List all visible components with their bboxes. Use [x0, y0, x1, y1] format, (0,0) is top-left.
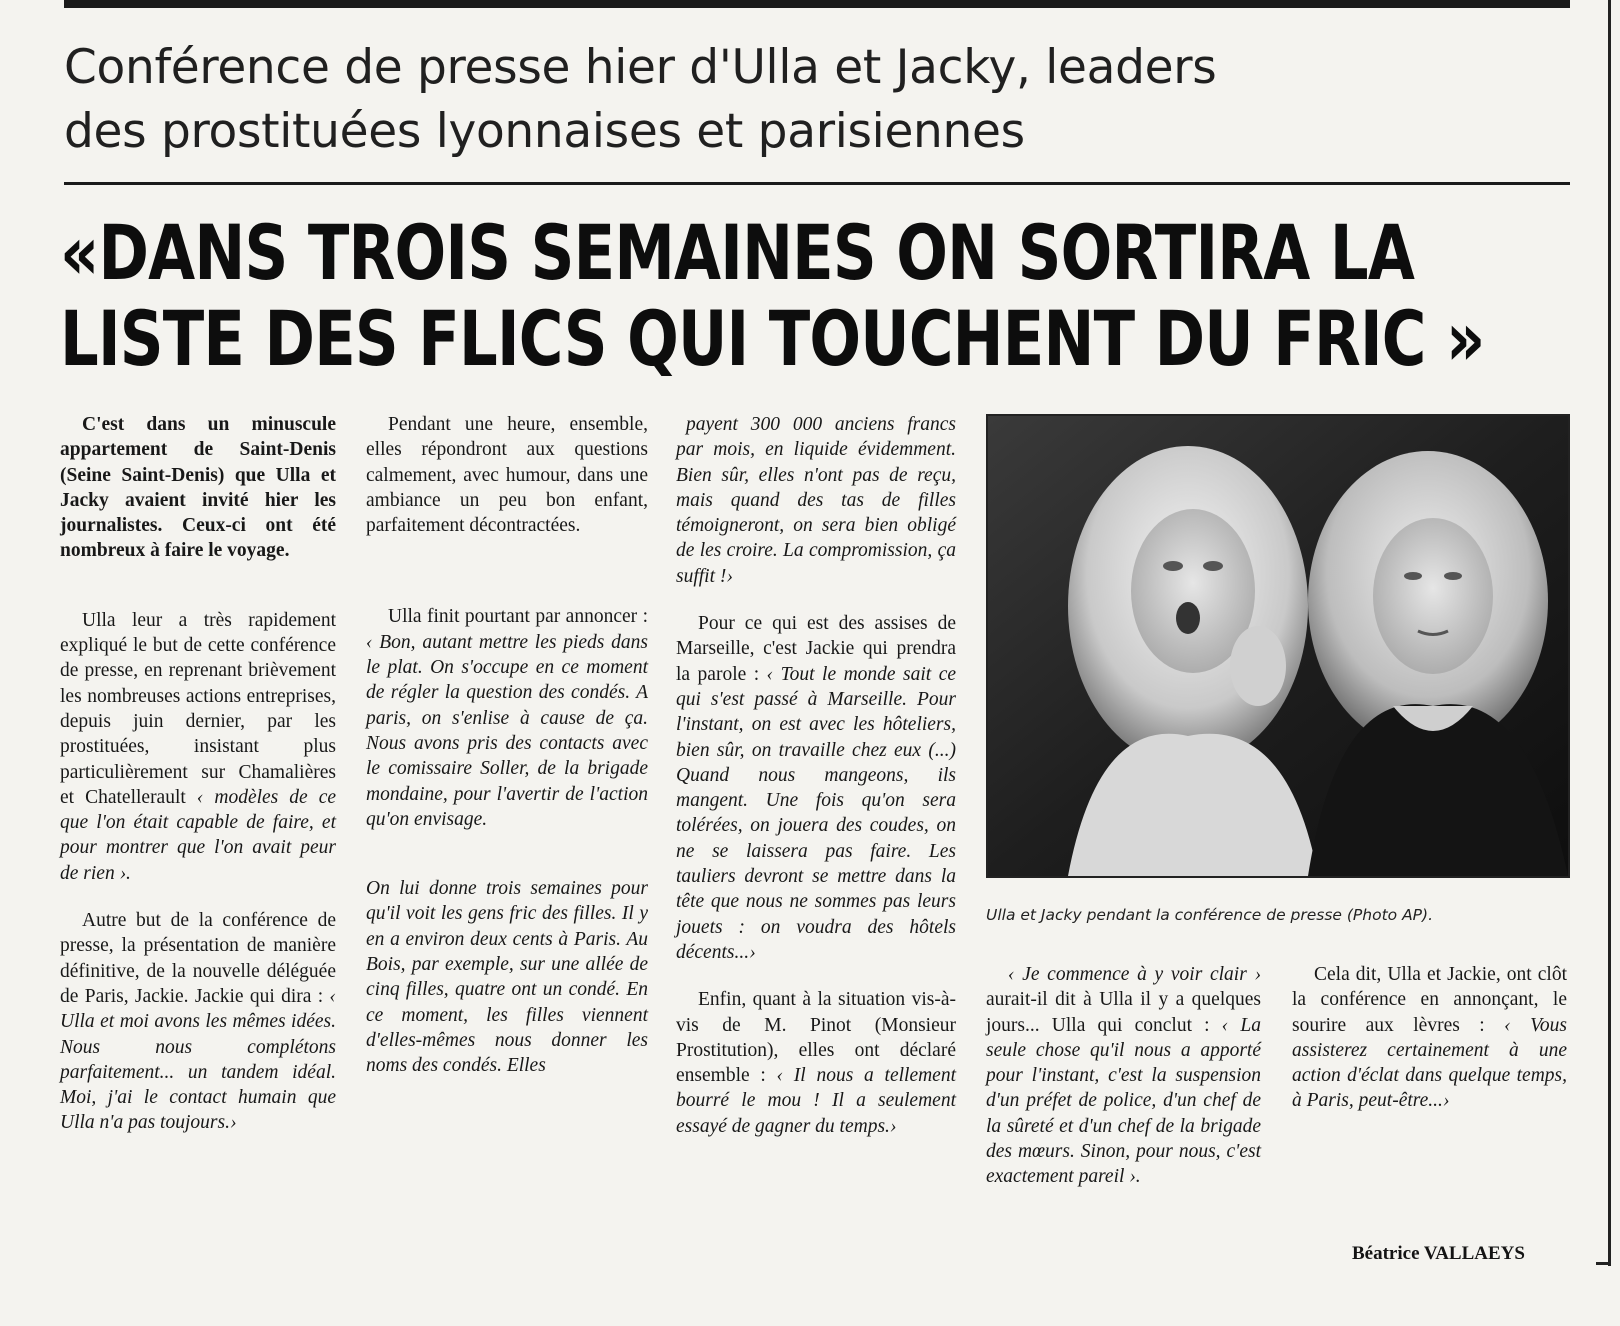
col3-paragraph-3	[676, 987, 956, 1139]
col2-p2-quote: ‹ Bon, autant mettre les pieds dans le plat. On s'occupe en ce moment de régler la question des condés. A paris, on s'enlise à cause de ça. Nous avons pris des contacts avec le comissaire Soller, de la brigade mondaine, pour l'avertir de l'action qu'on envisage.	[366, 631, 648, 830]
kicker-line-2: des prostituées lyonnaises et parisiennes	[64, 104, 1025, 159]
right-rule-foot	[1596, 1262, 1611, 1265]
column-1	[60, 412, 336, 1136]
column-4	[986, 962, 1261, 1190]
column-3	[676, 412, 956, 1139]
col5-p1-text: Cela dit, Ulla et Jackie, ont clôt la conférence en annonçant, le sourire aux lèvres :	[1292, 964, 1567, 1036]
lead-paragraph: C'est dans un minuscule appartement de Saint-Denis (Seine Saint-Denis) que Ulla et Jacky avaient invité hier les journalistes. Ceux-ci ont été nombreux à faire le voyage.	[60, 414, 336, 562]
kicker	[64, 36, 1484, 164]
col5-p1-quote: ‹ Vous assisterez certainement à une action d'éclat dans quelque temps, à Paris, peut-être...›	[1292, 1014, 1567, 1112]
col3-p2-quote: ‹ Tout le monde sait ce qui s'est passé à Marseille. Pour l'instant, on est avec les hôteliers, bien sûr, on travaille chez eux (...) Quand nous mangeons, ils mangent. Une fois qu'on sera tolérées, on jouera des coudes, on ne se laissera pas faire. Les tauliers devront se mettre dans la tête que nous ne sommes pas leurs jouets : on voudra des hôtels décents...›	[676, 663, 957, 963]
col1-p2-text: Autre but de la conférence de presse, la présentation de manière définitive, de la nouvelle déléguée de Paris, Jackie. Jackie qui dira :	[60, 910, 336, 1007]
col1-p1-quote: ‹ modèles de ce que l'on était capable de faire, et pour montrer que l'on avait peur de rien ›.	[60, 786, 337, 884]
col3-p3-quote: ‹ Il nous a tellement bourré le mou ! Il a seulement essayé de gagner du temps.›	[676, 1065, 957, 1137]
column-2	[366, 412, 648, 1079]
column-5	[1292, 962, 1567, 1114]
col2-p2-text: Ulla finit pourtant par annoncer :	[388, 606, 648, 628]
col1-p2-quote: ‹ Ulla et moi avons les mêmes idées. Nous nous complétons parfaitement... un tandem idéal. Moi, j'ai le contact humain que Ulla n'a pas toujours.›	[60, 985, 337, 1134]
col2-paragraph-3: On lui donne trois semaines pour qu'il voit les gens fric des filles. Il y en a environ deux cents à Paris. Au Bois, par exemple, sur une allée de cinq filles, quatre ont un condé. En ce moment, les filles viennent d'elles-mêmes nous donner les noms des condés. Elles	[366, 878, 648, 1077]
right-rule	[1608, 0, 1611, 1266]
top-rule	[64, 0, 1570, 8]
photo-illustration	[988, 416, 1568, 876]
col5-paragraph-1	[1292, 962, 1567, 1114]
headline-rule	[64, 182, 1570, 185]
photo-caption: Ulla et Jacky pendant la conférence de presse (Photo AP).	[986, 906, 1434, 924]
col3-p2-text: Pour ce qui est des assises de Marseille, c'est Jackie qui prendra la parole :	[676, 613, 956, 685]
col2-paragraph-2	[366, 604, 648, 832]
col3-p3-text: Enfin, quant à la situation vis-à-vis de M. Pinot (Monsieur Prostitution), elles ont déclaré ensemble :	[676, 989, 956, 1087]
col4-p1-quote-a: ‹ Je commence à y voir clair ›	[1008, 964, 1261, 985]
col1-paragraph-1	[60, 608, 336, 886]
col4-p1-text: aurait-il dit à Ulla il y a quelques jours... Ulla qui conclut :	[986, 989, 1261, 1036]
news-photo	[986, 414, 1570, 878]
col3-paragraph-1: payent 300 000 anciens francs par mois, en liquide évidemment. Bien sûr, elles n'ont pas de reçu, mais quand des tas de filles témoigneront, on sera bien obligé de les croire. La compromission, ça suffit !›	[676, 414, 956, 587]
headline-line-1: «DANS TROIS SEMAINES ON SORTIRA LA	[60, 208, 1415, 297]
kicker-line-1: Conférence de presse hier d'Ulla et Jacky, leaders	[64, 40, 1217, 95]
col3-paragraph-2	[676, 611, 956, 965]
col2-paragraph-1: Pendant une heure, ensemble, elles répondront aux questions calmement, avec humour, dans une ambiance un peu bon enfant, parfaitement décontractées.	[366, 414, 648, 537]
col1-p1-text: Ulla leur a très rapidement expliqué le but de cette conférence de presse, en reprenant brièvement les nombreuses actions entreprises, depuis juin dernier, par les prostituées, insistant plus particulièrement sur Chamalières et Chatellerault	[60, 609, 336, 808]
col4-paragraph-1	[986, 962, 1261, 1190]
byline: Béatrice VALLAEYS	[1352, 1243, 1525, 1264]
headline	[60, 208, 1485, 383]
col1-paragraph-2	[60, 908, 336, 1136]
headline-line-2: LISTE DES FLICS QUI TOUCHENT DU FRIC »	[60, 294, 1485, 383]
col4-p1-quote-b: ‹ La seule chose qu'il nous a apporté pour l'instant, c'est la suspension d'un préfet de police, d'un chef de la sûreté et d'un chef de la brigade des mœurs. Sinon, pour nous, c'est exactement pareil ›.	[986, 1014, 1262, 1188]
